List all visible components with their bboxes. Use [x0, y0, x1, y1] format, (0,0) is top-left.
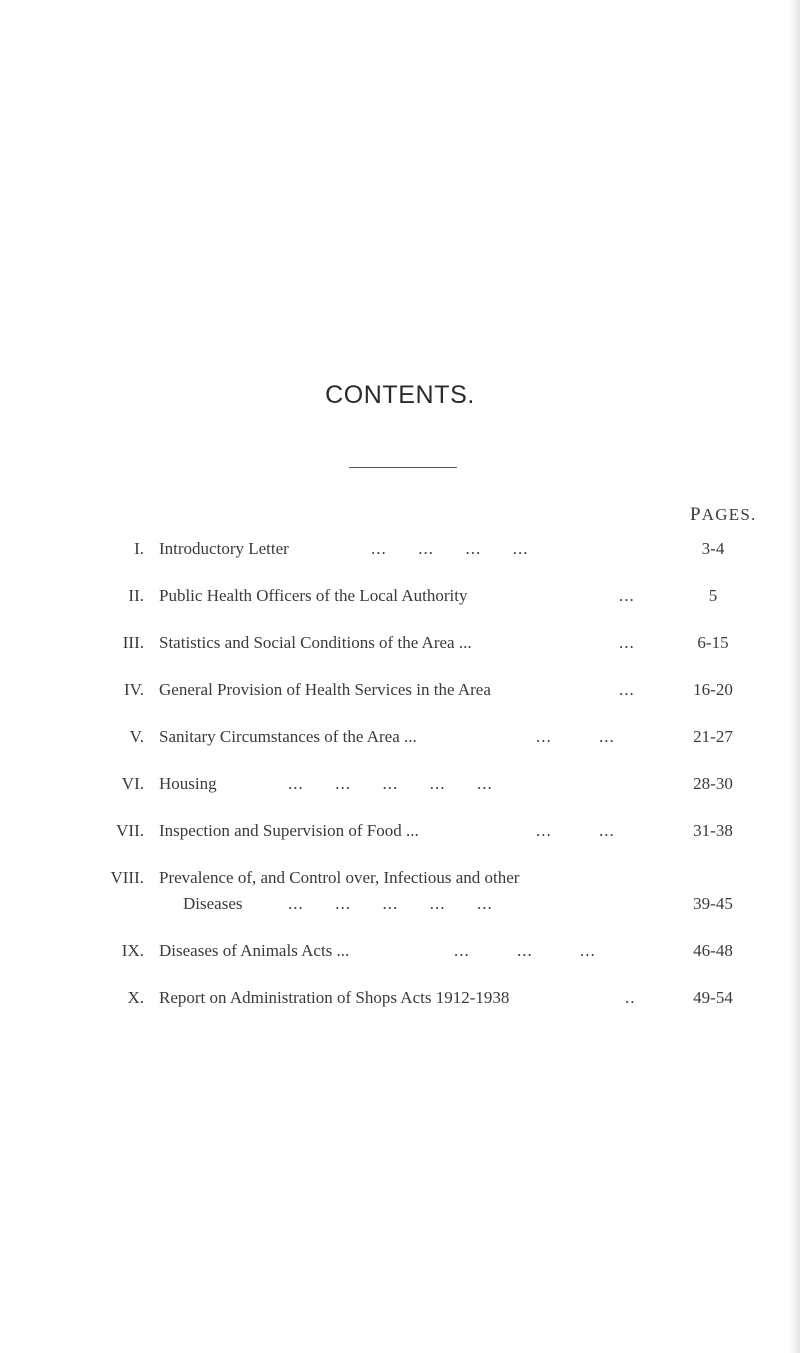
entry-number: VI.: [121, 774, 144, 793]
toc-entry-10: X. Report on Administration of Shops Acts 1912-1938 .. 49-54: [0, 985, 800, 1011]
entry-number: X.: [127, 988, 144, 1007]
leader-dots: ... ...: [536, 821, 615, 840]
entry-title: Public Health Officers of the Local Authority: [159, 586, 468, 605]
toc-entry-7: VII. Inspection and Supervision of Food ... ... ... 31-38: [0, 818, 800, 844]
entry-number: VII.: [116, 821, 144, 840]
leader-dots: ...: [619, 680, 635, 699]
pages-heading-cap: P: [690, 504, 702, 525]
leader-dots: ..: [625, 988, 636, 1007]
entry-title: Report on Administration of Shops Acts 1912-1938: [159, 988, 510, 1007]
leader-dots: ... ... ... ...: [371, 539, 529, 558]
entry-title: Diseases of Animals Acts ...: [159, 941, 350, 960]
title-divider: [349, 467, 457, 468]
toc-entry-1: I. Introductory Letter ... ... ... ... 3-4: [0, 536, 800, 562]
entry-title: Statistics and Social Conditions of the Area ...: [159, 633, 472, 652]
entry-title: General Provision of Health Services in the Area: [159, 680, 491, 699]
entry-number: V.: [129, 727, 144, 746]
entry-title: Prevalence of, and Control over, Infectious and other: [159, 868, 520, 887]
leader-dots: ... ...: [536, 727, 615, 746]
leader-dots: ...: [619, 633, 635, 652]
page-title: CONTENTS.: [325, 381, 475, 409]
toc-entry-8: VIII. Prevalence of, and Control over, Infectious and other Diseases ... ... ... ... ... 39-45: [0, 865, 800, 917]
toc-entry-9: IX. Diseases of Animals Acts ... ... ... ... 46-48: [0, 938, 800, 964]
toc-entry-6: VI. Housing ... ... ... ... ... 28-30: [0, 771, 800, 797]
toc-entry-5: V. Sanitary Circumstances of the Area ... ... ... 21-27: [0, 724, 800, 750]
entry-number: I.: [134, 539, 144, 558]
entry-title: Housing: [159, 774, 217, 793]
entry-title-continued: Diseases: [183, 894, 243, 913]
pages-heading-rest: AGES.: [701, 505, 757, 524]
leader-dots: ... ... ... ... ...: [288, 774, 493, 793]
toc-entry-4: IV. General Provision of Health Services in the Area ... 16-20: [0, 677, 800, 703]
leader-dots: ...: [619, 586, 635, 605]
entry-number: VIII.: [110, 868, 144, 887]
entry-number: II.: [128, 586, 144, 605]
entry-title: Inspection and Supervision of Food ...: [159, 821, 419, 840]
entry-number: IV.: [124, 680, 144, 699]
leader-dots: ... ... ...: [454, 941, 596, 960]
pages-column-heading: [690, 504, 756, 526]
entry-number: IX.: [121, 941, 144, 960]
entry-title: Introductory Letter: [159, 539, 289, 558]
toc-entry-3: III. Statistics and Social Conditions of the Area ... ... 6-15: [0, 630, 800, 656]
entry-number: III.: [122, 633, 144, 652]
entry-title: Sanitary Circumstances of the Area ...: [159, 727, 417, 746]
toc-entry-2: II. Public Health Officers of the Local Authority ... 5: [0, 583, 800, 609]
leader-dots: ... ... ... ... ...: [288, 894, 493, 913]
